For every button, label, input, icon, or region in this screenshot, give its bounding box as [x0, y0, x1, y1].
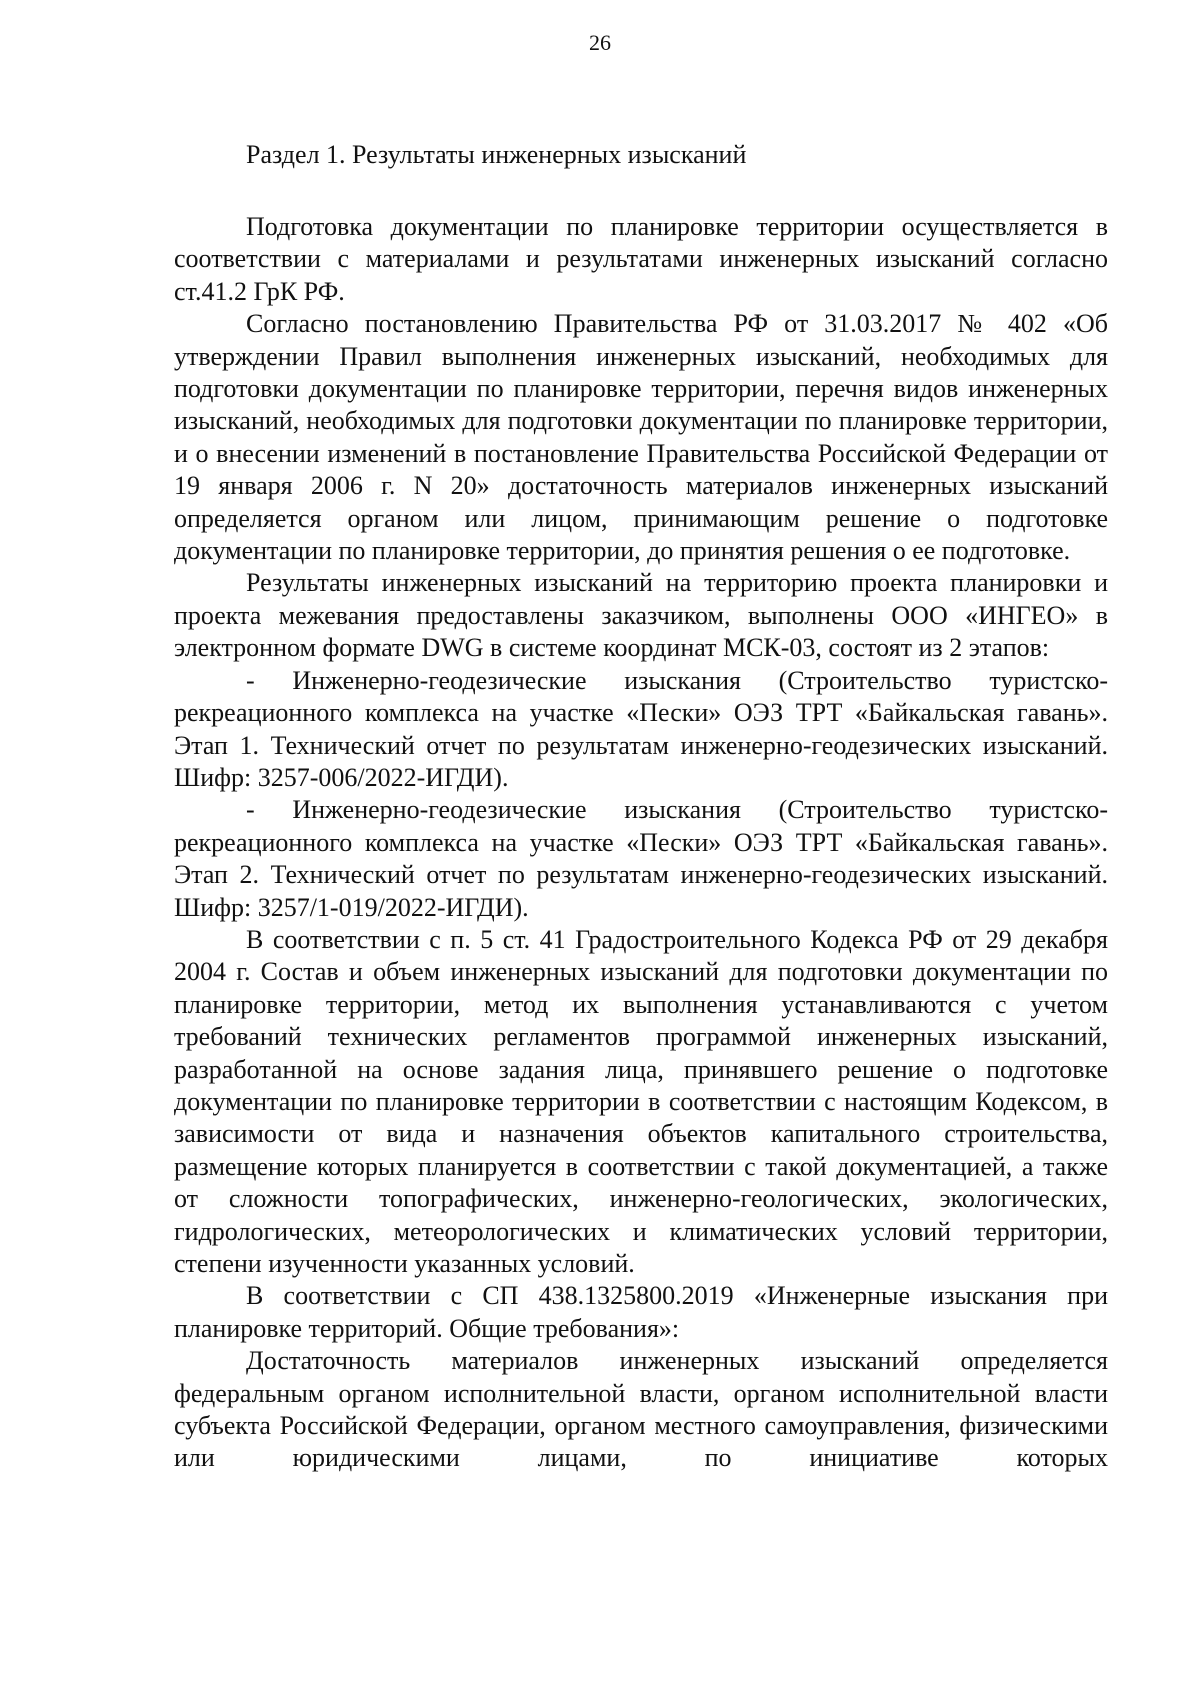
document-body — [174, 211, 1108, 1475]
paragraph: В соответствии с п. 5 ст. 41 Градостроительного Кодекса РФ от 29 декабря 2004 г. Состав и объем инженерных изысканий для подготовки документации по планировке территории, метод их выполнения устанавливаются с учетом требований технических регламентов программой инженерных изысканий, разработанной на основе задания лица, принявшего решение о подготовке документации по планировке территории в соответствии с настоящим Кодексом, в зависимости от вида и назначения объектов капитального строительства, размещение которых планируется в соответствии с такой документацией, а также от сложности топографических, инженерно-геологических, экологических, гидрологических, метеорологических и климатических условий территории, степени изученности указанных условий. — [174, 924, 1108, 1278]
paragraph: В соответствии с СП 438.1325800.2019 «Инженерные изыскания при планировке территорий. Общие требования»: — [174, 1281, 1108, 1343]
paragraph: - Инженерно-геодезические изыскания (Строительство туристско-рекреационного комплекса на участке «Пески» ОЭЗ ТРТ «Байкальская гавань». Этап 2. Технический отчет по результатам инженерно-геодезических изысканий. Шифр: 3257/1-019/2022-ИГДИ). — [174, 795, 1108, 922]
page-number: 26 — [589, 30, 611, 55]
paragraph: Достаточность материалов инженерных изысканий определяется федеральным органом исполнительной власти, органом исполнительной власти субъекта Российской Федерации, органом местного самоуправления, физическими или юридическими лицами, по инициативе которых — [174, 1346, 1108, 1473]
paragraph: Согласно постановлению Правительства РФ от 31.03.2017 № 402 «Об утверждении Правил выполнения инженерных изысканий, необходимых для подготовки документации по планировке территории, перечня видов инженерных изысканий, необходимых для подготовки документации по планировке территории, и о внесении изменений в постановление Правительства Российской Федерации от 19 января 2006 г. N 20» достаточность материалов инженерных изысканий определяется органом или лицом, принимающим решение о подготовке документации по планировке территории, до принятия решения о ее подготовке. — [174, 309, 1108, 566]
paragraph: Результаты инженерных изысканий на территорию проекта планировки и проекта межевания предоставлены заказчиком, выполнены ООО «ИНГЕО» в электронном формате DWG в системе координат МСК-03, состоят из 2 этапов: — [174, 568, 1108, 663]
paragraph: Подготовка документации по планировке территории осуществляется в соответствии с материалами и результатами инженерных изысканий согласно ст.41.2 ГрК РФ. — [174, 212, 1108, 306]
section-title: Раздел 1. Результаты инженерных изысканий — [246, 140, 747, 169]
paragraph: - Инженерно-геодезические изыскания (Строительство туристско-рекреационного комплекса на участке «Пески» ОЭЗ ТРТ «Байкальская гавань». Этап 1. Технический отчет по результатам инженерно-геодезических изысканий. Шифр: 3257-006/2022-ИГДИ). — [174, 665, 1108, 792]
